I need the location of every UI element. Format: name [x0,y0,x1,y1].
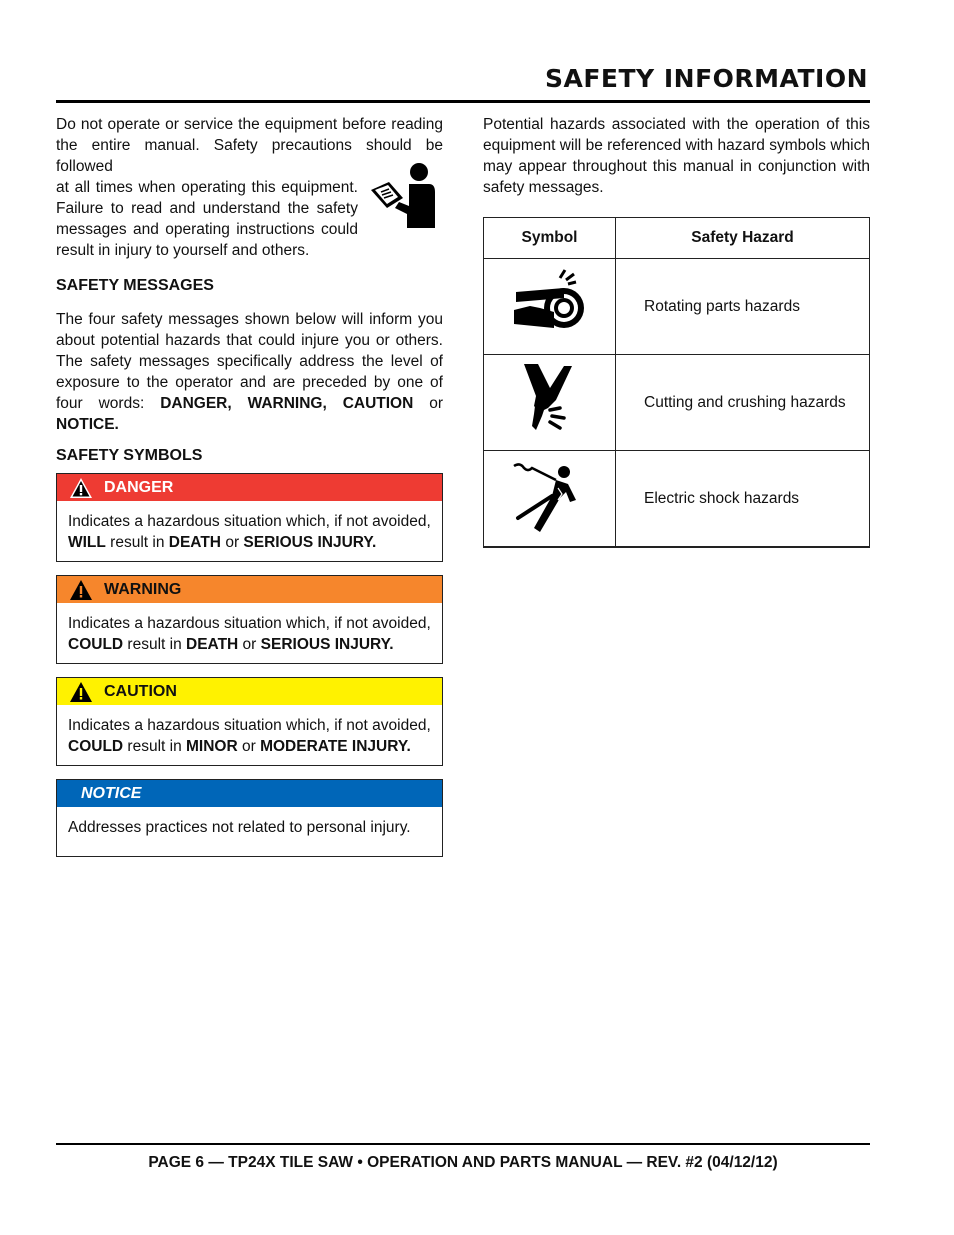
hazard-text: Electric shock hazards [616,451,870,548]
safety-messages-text: The four safety messages shown below will inform you about potential hazards that could injure you or others. The safety messages specifically address the level of exposure to the operator and are preceded by one of four words: DANGER, WARNING, CAUTION or NOTICE. [56,311,444,433]
warning-triangle-icon [69,477,93,499]
cutting-crushing-icon [510,362,590,438]
rotating-parts-icon [510,268,590,340]
warning-header [57,576,442,603]
safety-symbols-heading: SAFETY SYMBOLS [56,447,203,464]
caution-header [57,678,442,705]
electric-shock-icon [510,458,590,534]
symbol-column-header: Symbol [484,218,616,259]
symbol-cell [484,355,616,451]
symbol-cell [484,451,616,548]
intro-block [56,114,443,261]
hazard-text: Rotating parts hazards [616,259,870,355]
safety-messages-heading: SAFETY MESSAGES [56,277,214,294]
symbol-cell [484,259,616,355]
table-header-row [484,218,870,259]
footer-rule [56,1143,870,1145]
table-row [484,451,870,548]
notice-box [56,779,443,857]
danger-box [56,473,443,562]
page-title: SAFETY INFORMATION [545,64,868,93]
read-manual-icon [369,162,441,230]
warning-body: Indicates a hazardous situation which, if not avoided, COULD result in DEATH or SERIOUS INJURY. [68,615,431,653]
intro-text-top: Do not operate or service the equipment before reading the entire manual. Safety precautions should be followed [56,116,443,175]
notice-body: Addresses practices not related to personal injury. [68,819,411,836]
danger-body: Indicates a hazardous situation which, if not avoided, WILL result in DEATH or SERIOUS INJURY. [68,513,431,551]
hazards-intro-text: Potential hazards associated with the operation of this equipment will be referenced with hazard symbols which may appear throughout this manual in conjunction with safety messages. [483,116,870,196]
danger-header [57,474,442,501]
warning-triangle-icon [69,681,93,703]
hazard-table [483,217,870,548]
notice-label: NOTICE [81,784,142,802]
danger-label: DANGER [104,478,174,496]
warning-triangle-icon [69,579,93,601]
header-rule [56,100,870,103]
warning-box [56,575,443,664]
caution-body: Indicates a hazardous situation which, if not avoided, COULD result in MINOR or MODERATE INJURY. [68,717,431,755]
hazard-column-header: Safety Hazard [616,218,870,259]
caution-label: CAUTION [104,682,177,700]
page-footer: PAGE 6 — TP24X TILE SAW • OPERATION AND PARTS MANUAL — REV. #2 (04/12/12) [148,1154,778,1171]
intro-text-side: at all times when operating this equipment. Failure to read and understand the safety messages and operating instructions could result in injury to yourself and others. [56,179,358,259]
warning-label: WARNING [104,580,182,598]
table-row [484,355,870,451]
left-column [56,114,443,870]
notice-header [57,780,442,807]
caution-box [56,677,443,766]
right-column [483,114,870,198]
table-row [484,259,870,355]
hazard-text: Cutting and crushing hazards [616,355,870,451]
